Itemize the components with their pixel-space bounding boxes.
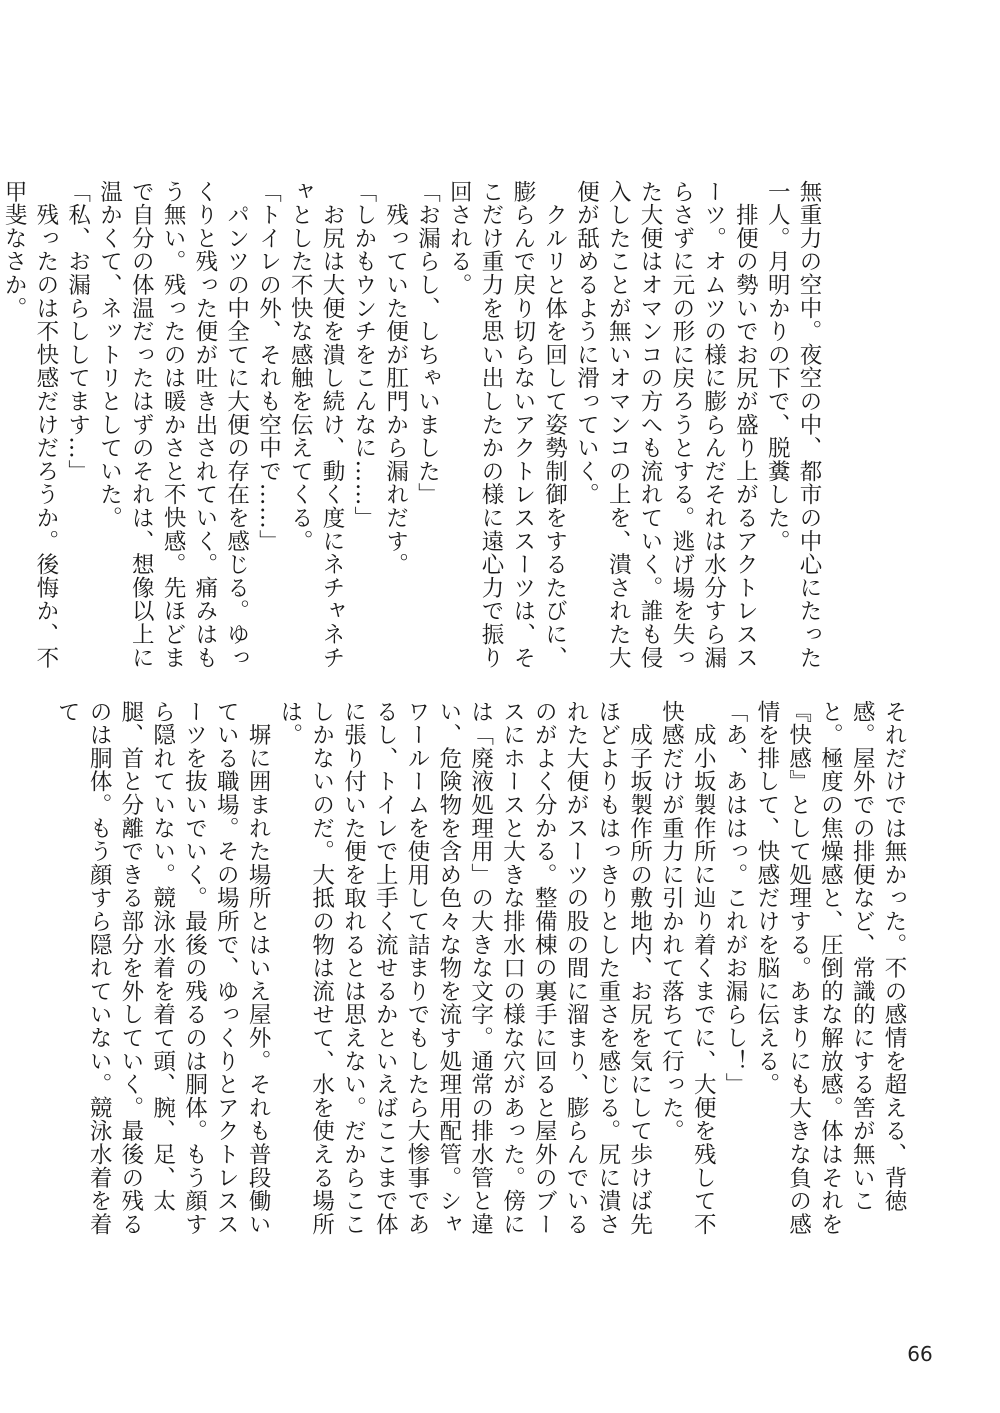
paragraph: お尻は大便を潰し続け、動く度にネチャネチャとした不快な感触を伝えてくる。	[287, 180, 346, 670]
upper-text-block	[1, 180, 824, 680]
paragraph: 塀に囲まれた場所とはいえ屋外。それも普段働いている職場。その場所で、ゆっくりとアクトレススーツを抜いでいく。最後の残るのは胴体。もう顔すら隠れていない。競泳水着を着て頭、腕、足、太腿、首と分離できる部分を外していく。最後の残るのは胴体。もう顔すら隠れていない。競泳水着を着て	[54, 700, 272, 1236]
page-number: 66	[907, 1342, 933, 1366]
dialogue-line: 「あ、あははっ。これがお漏らし！」	[722, 700, 749, 1097]
paragraph: パンツの中全てに大便の存在を感じる。ゆっくりと残った便が吐き出されていく。痛みはもう無い。残ったのは暖かさと不快感。先ほどまで自分の体温だったはずのそれは、想像以上に温かくて、ネットリとしていた。	[96, 180, 250, 670]
paragraph: 成小坂製作所に辿り着くまでに、大便を残して不快感だけが重力に引かれて落ちて行った。	[658, 700, 717, 1236]
paragraph: 無重力の空中。夜空の中、都市の中心にたった一人。月明かりの下で、脱糞した。	[764, 180, 822, 670]
dialogue-line: 「トイレの外、それも空中で……」	[255, 180, 282, 553]
lower-text-block	[54, 700, 909, 1250]
paragraph: それだけでは無かった。不の感情を超える、背徳感。屋外での排便など、常識的にする筈が無いこと。極度の焦燥感と、圧倒的な解放感。体はそれを『快感』として処理する。あまりにも大きな負の感情を排して、快感だけを脳に伝える。	[753, 700, 907, 1236]
paragraph: 残っていた便が肛門から漏れだす。	[382, 180, 409, 577]
dialogue-line: 「私、お漏らししてます…」	[64, 180, 91, 483]
paragraph: クルリと体を回して姿勢制御をするたびに、膨らんで戻り切らないアクトレススーツは、そこだけ重力を思い出したかの様に遠心力で振り回される。	[446, 180, 568, 670]
dialogue-line: 「お漏らし、しちゃいました」	[414, 180, 441, 507]
paragraph: 成子坂製作所の敷地内、お尻を気にして歩けば先ほどよりもはっきりとした重さを感じる。尻に潰された大便がスーツの股の間に溜まり、膨らんでいるのがよく分かる。整備棟の裏手に回ると屋外のブースにホースと大きな排水口の様な穴があった。傍には「廃液処理用」の大きな文字。通常の排水管と違い、危険物を含め色々な物を流す処理用配管。シャワールームを使用して詰まりでもしたら大惨事であるし、トイレで上手く流せるかといえばここまで体に張り付いた便を取れるとは思えない。だからここしかないのだ。大抵の物は流せて、水を使える場所は。	[276, 700, 653, 1236]
dialogue-line: 「しかもウンチをこんなに……」	[350, 180, 377, 530]
paragraph: 排便の勢いでお尻が盛り上がるアクトレススーツ。オムツの様に膨らんだそれは水分すら漏らさずに元の形に戻ろうとする。逃げ場を失った大便はオマンコの方へも流れていく。誰も侵入したことが無いオマンコの上を、潰された大便が舐めるように滑っていく。	[573, 180, 759, 670]
paragraph: 残ったのは不快感だけだろうか。後悔か、不甲斐なさか。	[1, 180, 59, 670]
